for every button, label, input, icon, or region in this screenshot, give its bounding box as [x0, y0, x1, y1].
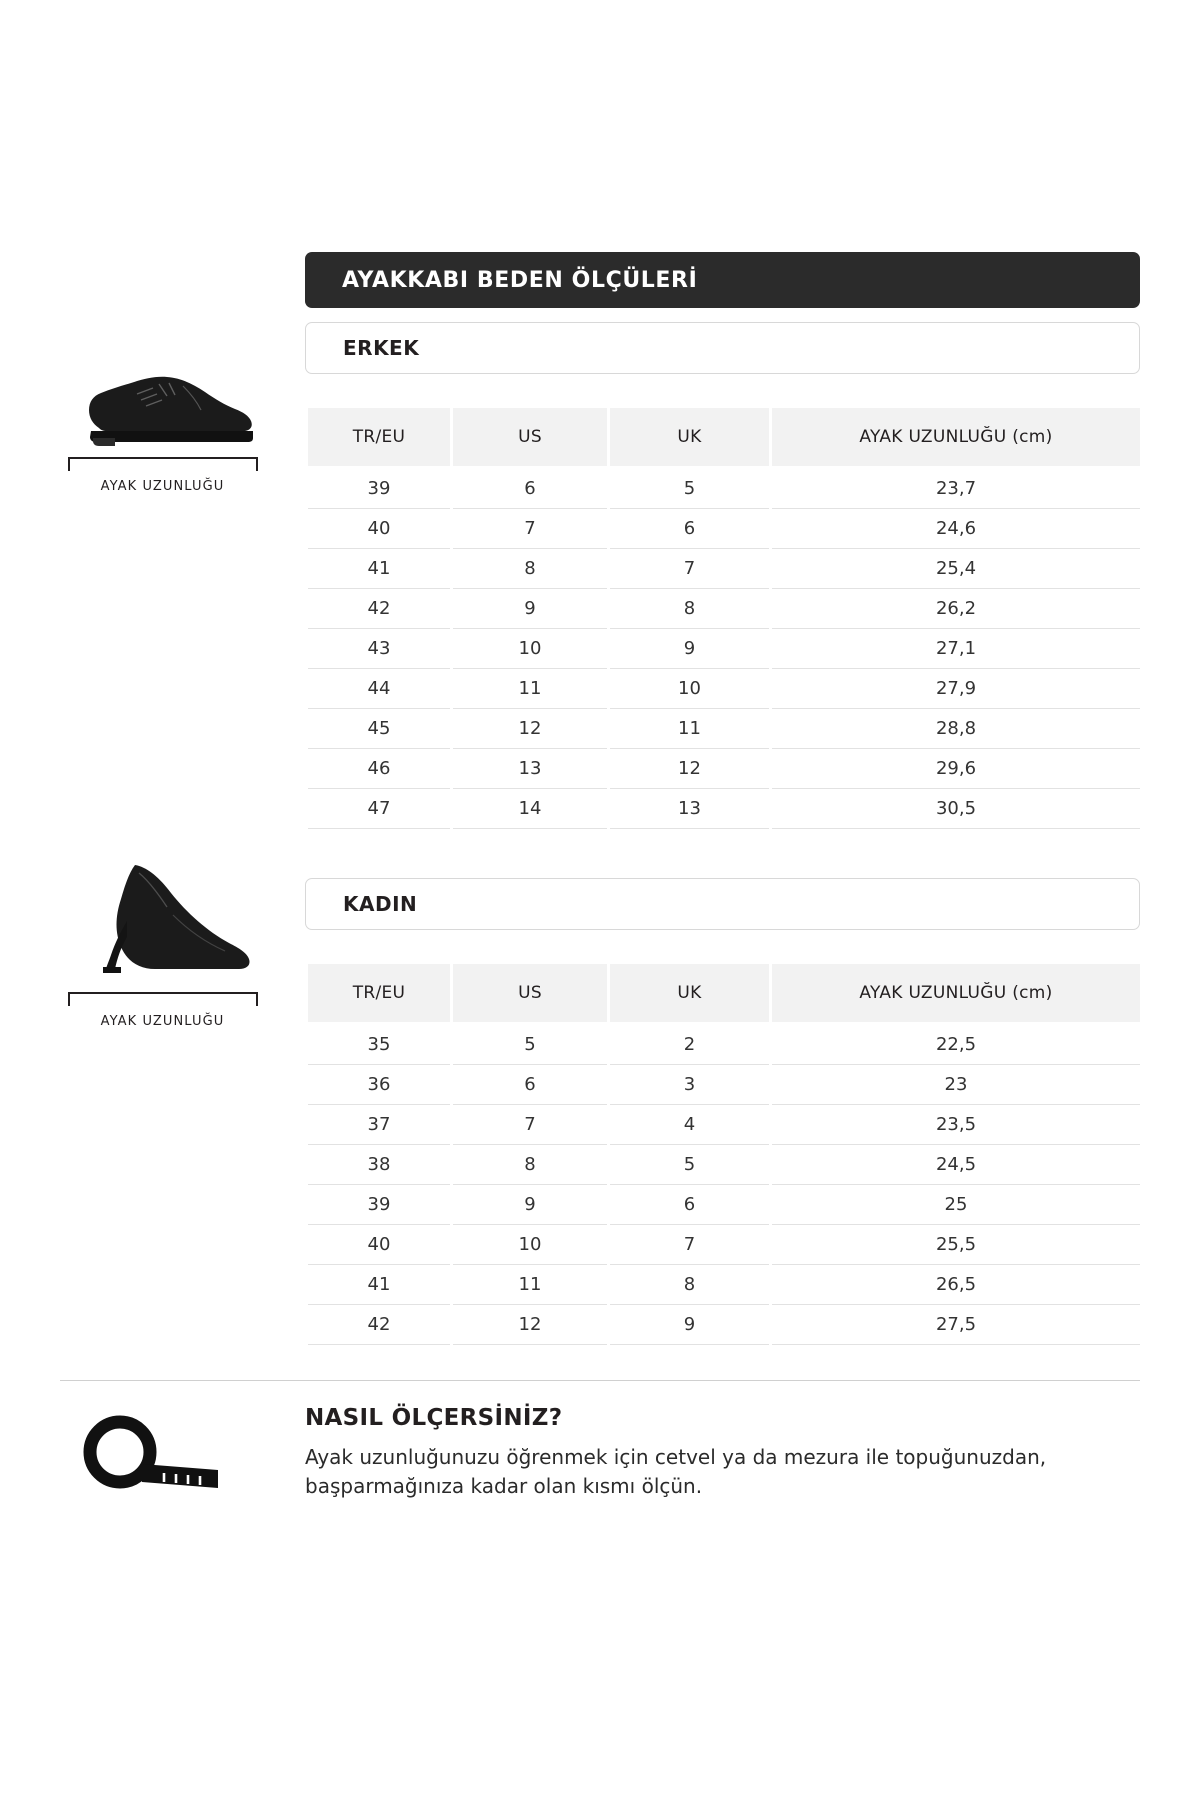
section-divider — [60, 1380, 1140, 1381]
cell-foot-length: 23 — [771, 1065, 1142, 1105]
cell-uk: 10 — [609, 669, 771, 709]
table-row — [307, 669, 1142, 709]
cell-tr-eu: 46 — [307, 749, 452, 789]
womens-measure-bracket — [68, 992, 258, 1006]
cell-tr-eu: 41 — [307, 1265, 452, 1305]
cell-foot-length: 23,7 — [771, 468, 1142, 509]
table-row — [307, 629, 1142, 669]
cell-uk: 5 — [609, 468, 771, 509]
table-row — [307, 589, 1142, 629]
table-row — [307, 749, 1142, 789]
mens-illustration — [55, 345, 270, 494]
section-header-women — [305, 878, 1140, 930]
cell-us: 12 — [452, 1305, 609, 1345]
cell-tr-eu: 35 — [307, 1024, 452, 1065]
cell-foot-length: 24,5 — [771, 1145, 1142, 1185]
section-header-men — [305, 322, 1140, 374]
table-row — [307, 1225, 1142, 1265]
cell-foot-length: 25,4 — [771, 549, 1142, 589]
table-row — [307, 1024, 1142, 1065]
cell-uk: 6 — [609, 509, 771, 549]
cell-tr-eu: 47 — [307, 789, 452, 829]
cell-us: 14 — [452, 789, 609, 829]
table-row — [307, 709, 1142, 749]
cell-foot-length: 25 — [771, 1185, 1142, 1225]
tape-measure-icon — [80, 1412, 240, 1497]
mens-illustration-caption: AYAK UZUNLUĞU — [100, 479, 225, 494]
cell-foot-length: 26,2 — [771, 589, 1142, 629]
cell-foot-length: 30,5 — [771, 789, 1142, 829]
cell-uk: 9 — [609, 629, 771, 669]
cell-us: 8 — [452, 1145, 609, 1185]
page-title: AYAKKABI BEDEN ÖLÇÜLERİ — [342, 267, 698, 293]
womens-illustration-caption: AYAK UZUNLUĞU — [100, 1014, 225, 1029]
cell-uk: 11 — [609, 709, 771, 749]
cell-foot-length: 28,8 — [771, 709, 1142, 749]
column-header-us: US — [452, 407, 609, 468]
how-to-measure-title: NASIL ÖLÇERSİNİZ? — [305, 1405, 563, 1431]
column-header-foot-length: AYAK UZUNLUĞU (cm) — [771, 963, 1142, 1024]
table-header-row — [307, 407, 1142, 468]
table-row — [307, 549, 1142, 589]
cell-us: 12 — [452, 709, 609, 749]
column-header-tr-eu: TR/EU — [307, 407, 452, 468]
cell-tr-eu: 39 — [307, 1185, 452, 1225]
cell-uk: 8 — [609, 589, 771, 629]
cell-uk: 4 — [609, 1105, 771, 1145]
cell-foot-length: 27,5 — [771, 1305, 1142, 1345]
cell-tr-eu: 37 — [307, 1105, 452, 1145]
table-row — [307, 1265, 1142, 1305]
cell-us: 7 — [452, 1105, 609, 1145]
cell-uk: 3 — [609, 1065, 771, 1105]
cell-us: 7 — [452, 509, 609, 549]
table-row — [307, 789, 1142, 829]
cell-foot-length: 27,9 — [771, 669, 1142, 709]
cell-tr-eu: 41 — [307, 549, 452, 589]
cell-us: 10 — [452, 629, 609, 669]
cell-us: 6 — [452, 1065, 609, 1105]
page-title-bar — [305, 252, 1140, 308]
cell-us: 10 — [452, 1225, 609, 1265]
cell-us: 9 — [452, 589, 609, 629]
cell-foot-length: 26,5 — [771, 1265, 1142, 1305]
cell-uk: 9 — [609, 1305, 771, 1345]
table-row — [307, 1185, 1142, 1225]
table-row — [307, 1065, 1142, 1105]
cell-uk: 12 — [609, 749, 771, 789]
womens-high-heel-icon — [55, 855, 270, 985]
cell-us: 11 — [452, 669, 609, 709]
table-header-row — [307, 963, 1142, 1024]
cell-tr-eu: 45 — [307, 709, 452, 749]
cell-foot-length: 25,5 — [771, 1225, 1142, 1265]
cell-foot-length: 24,6 — [771, 509, 1142, 549]
cell-us: 6 — [452, 468, 609, 509]
cell-tr-eu: 42 — [307, 1305, 452, 1345]
section-label-women: KADIN — [343, 892, 418, 916]
cell-tr-eu: 40 — [307, 509, 452, 549]
mens-measure-bracket — [68, 457, 258, 471]
column-header-uk: UK — [609, 963, 771, 1024]
womens-illustration — [55, 855, 270, 1029]
cell-us: 11 — [452, 1265, 609, 1305]
cell-tr-eu: 43 — [307, 629, 452, 669]
cell-uk: 8 — [609, 1265, 771, 1305]
table-row — [307, 1145, 1142, 1185]
table-row — [307, 1305, 1142, 1345]
table-row — [307, 1105, 1142, 1145]
how-to-measure-body: Ayak uzunluğunuzu öğrenmek için cetvel ya da mezura ile topuğunuzdan, başparmağınıza kadar olan kısmı ölçün. — [305, 1445, 1047, 1498]
cell-us: 9 — [452, 1185, 609, 1225]
cell-foot-length: 23,5 — [771, 1105, 1142, 1145]
cell-tr-eu: 39 — [307, 468, 452, 509]
cell-tr-eu: 44 — [307, 669, 452, 709]
cell-tr-eu: 40 — [307, 1225, 452, 1265]
how-to-measure-block — [305, 1405, 1095, 1501]
cell-us: 13 — [452, 749, 609, 789]
column-header-foot-length: AYAK UZUNLUĞU (cm) — [771, 407, 1142, 468]
table-row — [307, 509, 1142, 549]
mens-size-table — [305, 405, 1143, 829]
cell-uk: 5 — [609, 1145, 771, 1185]
womens-size-table — [305, 961, 1143, 1345]
mens-dress-shoe-icon — [55, 345, 270, 450]
column-header-tr-eu: TR/EU — [307, 963, 452, 1024]
cell-us: 8 — [452, 549, 609, 589]
table-row — [307, 468, 1142, 509]
cell-foot-length: 22,5 — [771, 1024, 1142, 1065]
cell-foot-length: 27,1 — [771, 629, 1142, 669]
column-header-uk: UK — [609, 407, 771, 468]
column-header-us: US — [452, 963, 609, 1024]
section-label-men: ERKEK — [343, 336, 420, 360]
cell-us: 5 — [452, 1024, 609, 1065]
cell-uk: 6 — [609, 1185, 771, 1225]
cell-uk: 7 — [609, 1225, 771, 1265]
cell-tr-eu: 42 — [307, 589, 452, 629]
cell-uk: 7 — [609, 549, 771, 589]
cell-tr-eu: 38 — [307, 1145, 452, 1185]
cell-uk: 13 — [609, 789, 771, 829]
cell-tr-eu: 36 — [307, 1065, 452, 1105]
cell-foot-length: 29,6 — [771, 749, 1142, 789]
cell-uk: 2 — [609, 1024, 771, 1065]
